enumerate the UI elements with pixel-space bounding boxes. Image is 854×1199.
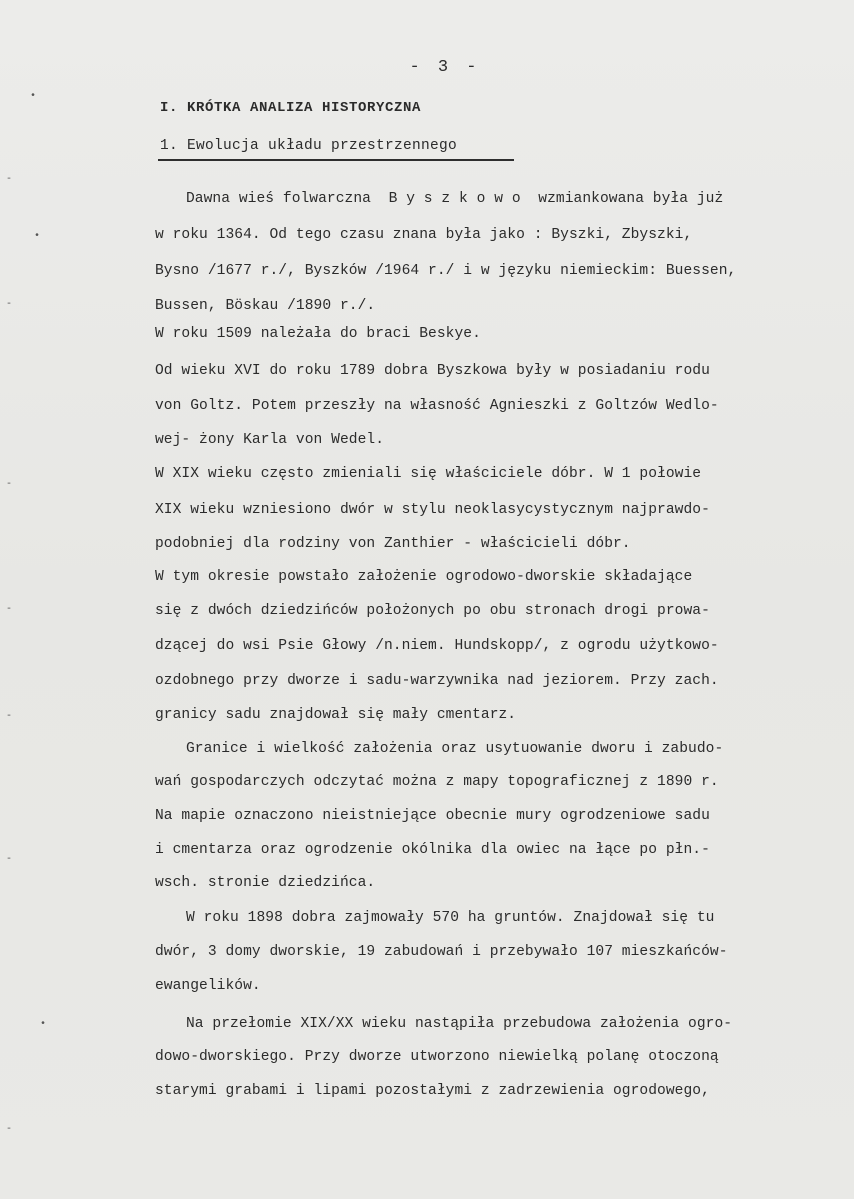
text-line: Na mapie oznaczono nieistniejące obecnie mury ogrodzeniowe sadu [155, 808, 710, 824]
margin-mark: ‐ [6, 174, 13, 185]
subsection-underline [158, 159, 514, 161]
margin-mark: • [34, 231, 41, 242]
text-line: i cmentarza oraz ogrodzenie okólnika dla owiec na łące po płn.- [155, 842, 710, 858]
text-line: podobniej dla rodziny von Zanthier - właścicieli dóbr. [155, 536, 631, 552]
text-line: dowo-dworskiego. Przy dworze utworzono niewielką polanę otoczoną [155, 1049, 719, 1065]
text-line: W tym okresie powstało założenie ogrodowo-dworskie składające [155, 569, 693, 585]
text-line: w roku 1364. Od tego czasu znana była jako : Byszki, Zbyszki, [155, 227, 693, 243]
text-line: XIX wieku wzniesiono dwór w stylu neoklasycystycznym najprawdo- [155, 502, 710, 518]
text-line: granicy sadu znajdował się mały cmentarz. [155, 707, 517, 723]
section-title: I. KRÓTKA ANALIZA HISTORYCZNA [160, 100, 422, 116]
text-line: Dawna wieś folwarczna B y s z k o w o wzmiankowana była już [186, 191, 724, 207]
text-line: wsch. stronie dziedzińca. [155, 875, 376, 891]
text-line: W roku 1509 należała do braci Beskye. [155, 326, 481, 342]
text-line: dwór, 3 domy dworskie, 19 zabudowań i przebywało 107 mieszkańców- [155, 944, 728, 960]
margin-mark: ‐ [6, 299, 13, 310]
text-line: Od wieku XVI do roku 1789 dobra Byszkowa były w posiadaniu rodu [155, 363, 710, 379]
margin-mark: ‐ [6, 479, 13, 490]
page-number: - 3 - [409, 58, 481, 77]
text-line: ozdobnego przy dworze i sadu-warzywnika nad jeziorem. Przy zach. [155, 673, 719, 689]
margin-mark: ‐ [6, 854, 13, 865]
text-line: się z dwóch dziedzińców położonych po obu stronach drogi prowa- [155, 603, 710, 619]
text-line: starymi grabami i lipami pozostałymi z zadrzewienia ogrodowego, [155, 1083, 710, 1099]
text-line: wań gospodarczych odczytać można z mapy topograficznej z 1890 r. [155, 774, 719, 790]
text-line: dzącej do wsi Psie Głowy /n.niem. Hundskopp/, z ogrodu użytkowo- [155, 638, 719, 654]
text-line: Na przełomie XIX/XX wieku nastąpiła przebudowa założenia ogro- [186, 1016, 733, 1032]
text-line: ewangelików. [155, 978, 261, 994]
text-line: W XIX wieku często zmieniali się właściciele dóbr. W 1 połowie [155, 466, 702, 482]
margin-mark: • [40, 1019, 47, 1030]
margin-mark: • [30, 91, 37, 102]
text-line: von Goltz. Potem przeszły na własność Agnieszki z Goltzów Wedlo- [155, 398, 719, 414]
text-line: W roku 1898 dobra zajmowały 570 ha gruntów. Znajdował się tu [186, 910, 715, 926]
text-line: Granice i wielkość założenia oraz usytuowanie dworu i zabudo- [186, 741, 724, 757]
margin-mark: ‐ [6, 604, 13, 615]
subsection-title: 1. Ewolucja układu przestrzennego [160, 138, 458, 154]
text-line: wej- żony Karla von Wedel. [155, 432, 384, 448]
text-line: Bysno /1677 r./, Byszków /1964 r./ i w języku niemieckim: Buessen, [155, 263, 737, 279]
margin-mark: ‐ [6, 1124, 13, 1135]
text-line: Bussen, Böskau /1890 r./. [155, 298, 376, 314]
margin-mark: ‐ [6, 711, 13, 722]
